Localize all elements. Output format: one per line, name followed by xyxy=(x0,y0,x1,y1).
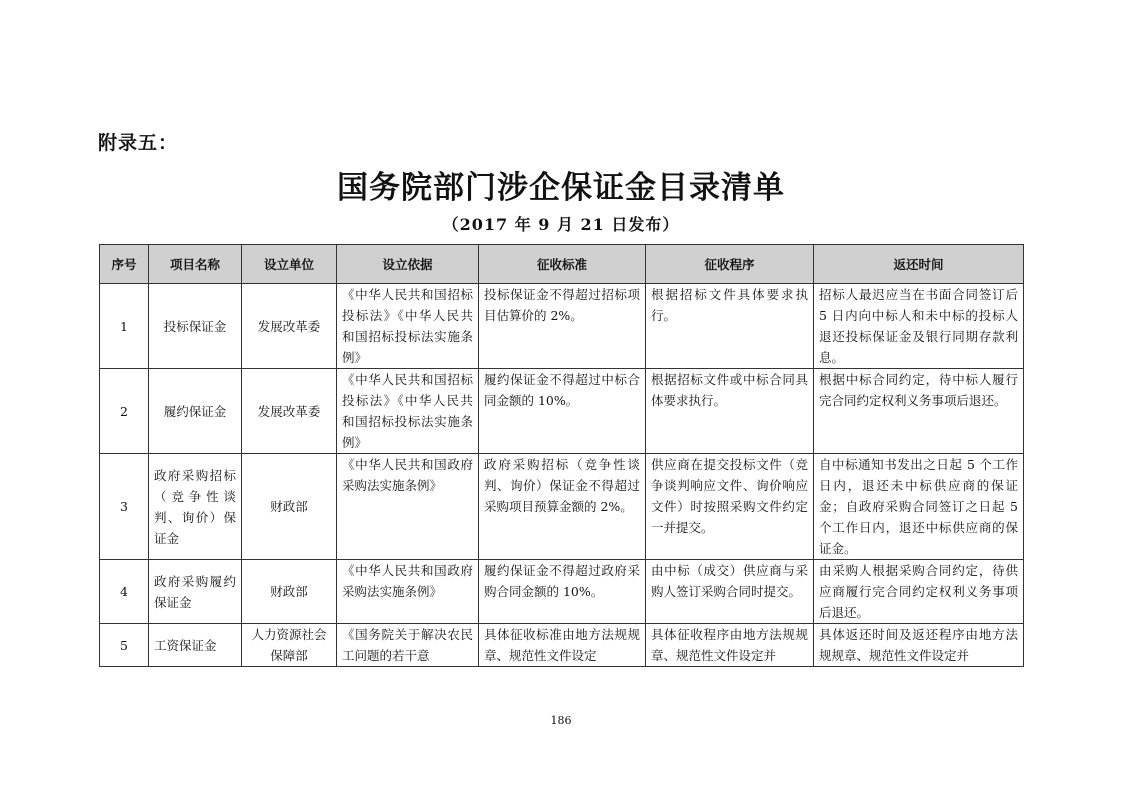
column-header-name: 项目名称 xyxy=(149,245,242,284)
row-item-name: 履约保证金 xyxy=(149,369,242,454)
row-standard: 具体征收标准由地方法规规章、规范性文件设定 xyxy=(479,624,646,667)
row-unit: 人力资源社会保障部 xyxy=(242,624,337,667)
row-procedure: 供应商在提交投标文件（竞争谈判响应文件、询价响应文件）时按照采购文件约定一并提交。 xyxy=(646,454,814,560)
page-number: 186 xyxy=(550,714,572,727)
table-row xyxy=(100,454,1024,560)
column-header-no: 序号 xyxy=(100,245,149,284)
column-header-unit: 设立单位 xyxy=(242,245,337,284)
row-refund: 根据中标合同约定，待中标人履行完合同约定权利义务事项后退还。 xyxy=(814,369,1024,454)
row-no: 3 xyxy=(100,454,149,560)
row-basis: 《国务院关于解决农民工问题的若干意 xyxy=(337,624,479,667)
row-basis: 《中华人民共和国政府采购法实施条例》 xyxy=(337,560,479,624)
row-basis: 《中华人民共和国招标投标法》《中华人民共和国招标投标法实施条例》 xyxy=(337,369,479,454)
row-procedure: 根据招标文件或中标合同具体要求执行。 xyxy=(646,369,814,454)
row-unit: 财政部 xyxy=(242,454,337,560)
row-basis: 《中华人民共和国政府采购法实施条例》 xyxy=(337,454,479,560)
row-no: 2 xyxy=(100,369,149,454)
page-title: 国务院部门涉企保证金目录清单 xyxy=(337,170,785,206)
row-procedure: 具体征收程序由地方法规规章、规范性文件设定并 xyxy=(646,624,814,667)
column-header-procedure: 征收程序 xyxy=(646,245,814,284)
row-item-name: 政府采购履约保证金 xyxy=(149,560,242,624)
row-no: 1 xyxy=(100,284,149,369)
deposit-list-table xyxy=(99,244,1024,667)
row-standard: 履约保证金不得超过中标合同金额的 10%。 xyxy=(479,369,646,454)
row-item-name: 政府采购招标（竞争性谈判、询价）保证金 xyxy=(149,454,242,560)
row-unit: 发展改革委 xyxy=(242,369,337,454)
appendix-label: 附录五： xyxy=(98,132,179,154)
row-standard: 投标保证金不得超过招标项目估算价的 2%。 xyxy=(479,284,646,369)
row-procedure: 根据招标文件具体要求执行。 xyxy=(646,284,814,369)
table-row xyxy=(100,624,1024,667)
publish-date-subtitle: （2017 年 9 月 21 日发布） xyxy=(442,215,680,234)
row-refund: 由采购人根据采购合同约定，待供应商履行完合同约定权利义务事项后退还。 xyxy=(814,560,1024,624)
row-refund: 招标人最迟应当在书面合同签订后 5 日内向中标人和未中标的投标人退还投标保证金及银行同期存款利息。 xyxy=(814,284,1024,369)
table-row xyxy=(100,369,1024,454)
row-unit: 财政部 xyxy=(242,560,337,624)
row-standard: 履约保证金不得超过政府采购合同金额的 10%。 xyxy=(479,560,646,624)
row-refund: 自中标通知书发出之日起 5 个工作日内，退还未中标供应商的保证金；自政府采购合同签订之日起 5 个工作日内，退还中标供应商的保证金。 xyxy=(814,454,1024,560)
row-no: 4 xyxy=(100,560,149,624)
table-row xyxy=(100,560,1024,624)
row-procedure: 由中标（成交）供应商与采购人签订采购合同时提交。 xyxy=(646,560,814,624)
column-header-refund: 返还时间 xyxy=(814,245,1024,284)
column-header-standard: 征收标准 xyxy=(479,245,646,284)
row-basis: 《中华人民共和国招标投标法》《中华人民共和国招标投标法实施条例》 xyxy=(337,284,479,369)
row-no: 5 xyxy=(100,624,149,667)
column-header-basis: 设立依据 xyxy=(337,245,479,284)
row-refund: 具体返还时间及返还程序由地方法规规章、规范性文件设定并 xyxy=(814,624,1024,667)
table-row xyxy=(100,284,1024,369)
row-standard: 政府采购招标（竞争性谈判、询价）保证金不得超过采购项目预算金额的 2%。 xyxy=(479,454,646,560)
row-item-name: 投标保证金 xyxy=(149,284,242,369)
row-unit: 发展改革委 xyxy=(242,284,337,369)
table-header-row xyxy=(100,245,1024,284)
row-item-name: 工资保证金 xyxy=(149,624,242,667)
